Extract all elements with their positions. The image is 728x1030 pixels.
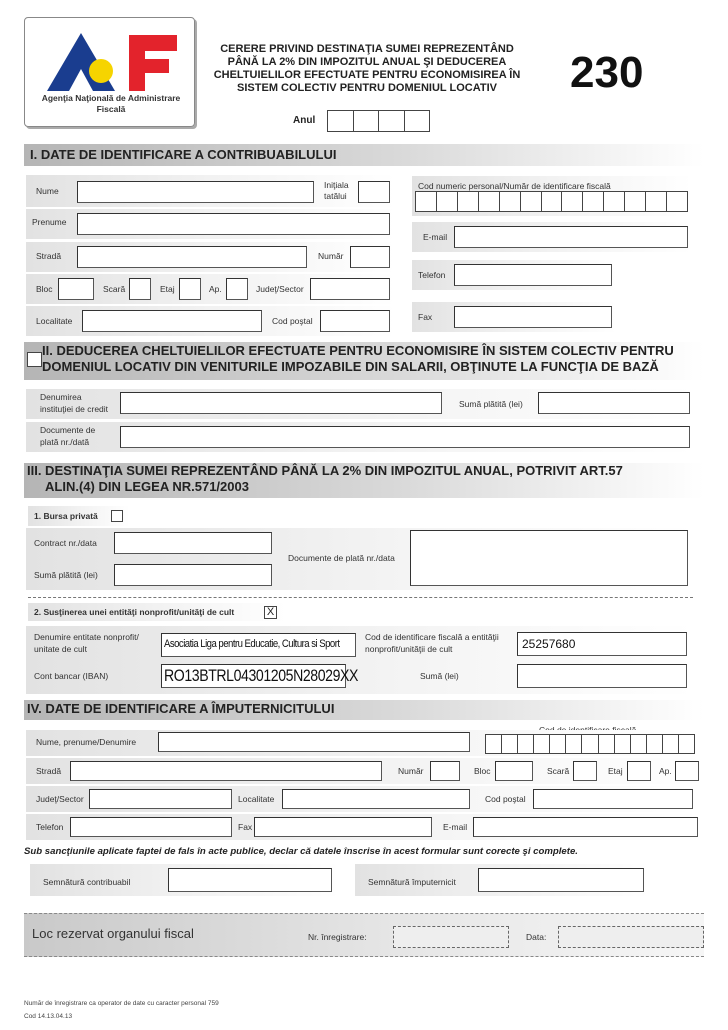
section3-title-line2: ALIN.(4) DIN LEGEA NR.571/2003 [45,478,249,494]
suma-lei-label: Sumă (lei) [420,671,459,681]
documente-label: Documente de [40,425,96,435]
sustinerea-checkbox[interactable]: X [264,606,277,619]
footer-operator: Număr de înregistrare ca operator de date cu caracter personal 759 [24,1000,219,1007]
section3-title [24,463,704,498]
scara-imputernicit-label: Scară [547,766,570,776]
numar-imputernicit-field[interactable] [430,761,460,781]
bloc-imputernicit-label: Bloc [474,766,491,776]
section2-title [24,342,704,380]
tatalui-label: tatălui [324,191,347,201]
etaj-label: Etaj [160,284,175,294]
localitate-label: Localitate [36,316,73,326]
section3-title-line1: III. DESTINAŢIA SUMEI REPREZENTÂND PÂNĂ LA 2% DIN IMPOZITUL ANUAL, POTRIVIT ART.57 [27,463,623,478]
fiscal-data-label: Data: [526,932,547,942]
judet-imputernicit-label: Judeţ/Sector [36,794,84,804]
cnp-label: Cod numeric personal/Număr de identificare fiscală [418,181,611,191]
agency-name: Agenţia Naţională de Administrare Fiscală [41,93,181,114]
iban-field[interactable] [161,664,358,688]
plata-label: plată nr./dată [40,437,90,447]
cif-entitate-value: 25257680 [522,637,576,651]
bloc-label: Bloc [36,284,53,294]
etaj-field[interactable] [179,278,201,300]
ap-field[interactable] [226,278,248,300]
nume-imputernicit-field[interactable] [158,732,470,752]
anaf-logo-icon [41,25,181,95]
section2-title-line2: DOMENIUL LOCATIV DIN VENITURILE IMPOZABILE DIN SALARII, OBŢINUTE LA FUNCŢIA DE BAZĂ [42,358,659,374]
email-imputernicit-label: E-mail [443,822,468,832]
footer-code: Cod 14.13.04.13 [24,1013,73,1020]
fiscal-loc-label: Loc rezervat organului fiscal [32,926,194,941]
nume-field[interactable] [77,181,314,203]
bursa-label: 1. Bursa privată [34,511,98,521]
fax-imputernicit-label: Fax [238,822,253,832]
suma-platita-field[interactable] [538,392,690,414]
institutie-field[interactable] [120,392,442,414]
prenume-field[interactable] [77,213,390,235]
fax-field[interactable] [454,306,612,328]
form-title-line: SISTEM COLECTIV PENTRU DOMENIUL LOCATIV [237,82,497,94]
cif-entitate-label2: nonprofit/unităţii de cult [365,644,453,654]
form-title-line: PÂNĂ LA 2% DIN IMPOZITUL ANUAL ŞI DEDUCEREA [227,56,507,68]
suma-platita3-field[interactable] [114,564,272,586]
cod-postal-imputernicit-label: Cod poştal [485,794,526,804]
numar-label: Număr [318,251,344,261]
contract-field[interactable] [114,532,272,554]
iban-label: Cont bancar (IBAN) [34,671,109,681]
cod-postal-imputernicit-field[interactable] [533,789,693,809]
ap-label: Ap. [209,284,222,294]
cif-imputernicit-field[interactable] [485,734,695,754]
numar-imputernicit-label: Număr [398,766,424,776]
etaj-imputernicit-label: Etaj [608,766,623,776]
denumire-entitate-label2: unitate de cult [34,644,87,654]
cif-entitate-label1: Cod de identificare fiscală a entităţii [365,632,499,642]
section1-title: I. DATE DE IDENTIFICARE A CONTRIBUABILULUI [24,144,704,166]
form-title [202,43,532,95]
cod-postal-field[interactable] [320,310,390,332]
sustinerea-label: 2. Susţinerea unei entităţi nonprofit/unităţi de cult [34,607,235,617]
year-label: Anul [293,115,316,126]
email-field[interactable] [454,226,688,248]
strada-imputernicit-field[interactable] [70,761,382,781]
judet-label: Judeţ/Sector [256,284,304,294]
fiscal-nr-label: Nr. înregistrare: [308,932,367,942]
semnatura-contribuabil-field[interactable] [168,868,332,892]
telefon-imputernicit-label: Telefon [36,822,64,832]
judet-imputernicit-field[interactable] [89,789,232,809]
email-label: E-mail [423,232,448,242]
fiscal-nr-field [393,926,509,948]
localitate-imputernicit-field[interactable] [282,789,470,809]
scara-label: Scară [103,284,126,294]
nume-label: Nume [36,186,59,196]
telefon-imputernicit-field[interactable] [70,817,232,837]
denumire-entitate-value: Asociatia Liga pentru Educatie, Cultura si Sport [164,638,340,650]
semnatura-contribuabil-label: Semnătură contribuabil [43,877,131,887]
section2-title-line1: II. DEDUCEREA CHELTUIELILOR EFECTUATE PENTRU ECONOMISIRE ÎN SISTEM COLECTIV PENTRU [42,343,674,358]
institutiei-label: instituţiei de credit [40,404,109,414]
etaj-imputernicit-field[interactable] [627,761,651,781]
bloc-field[interactable] [58,278,94,300]
ap-imputernicit-label: Ap. [659,766,672,776]
year-input[interactable] [327,110,430,132]
prenume-label: Prenume [32,217,67,227]
bloc-imputernicit-field[interactable] [495,761,533,781]
suma-lei-field[interactable] [517,664,687,688]
telefon-field[interactable] [454,264,612,286]
doc-plata-label: Documente de plată nr./data [288,553,395,563]
fiscal-data-field [558,926,704,948]
cod-postal-label: Cod poştal [272,316,313,326]
form-title-line: CHELTUIELILOR EFECTUATE PENTRU ECONOMISIREA ÎN [213,69,521,81]
declaration-text: Sub sancţiunile aplicate faptei de fals în acte publice, declar că datele înscrise în acest formular sunt corecte şi complete. [24,846,578,857]
bursa-checkbox[interactable] [111,510,123,522]
initiala-label: Iniţiala [324,180,349,190]
strada-label: Stradă [36,251,62,261]
cnp-field[interactable] [415,191,688,212]
denumire-entitate-field[interactable] [161,633,356,657]
judet-field[interactable] [310,278,390,300]
iban-value: RO13BTRL04301205N28029XX [164,666,358,685]
denumire-entitate-label1: Denumire entitate nonprofit/ [34,632,139,642]
scara-field[interactable] [129,278,151,300]
fax-label: Fax [418,312,433,322]
numar-field[interactable] [350,246,390,268]
strada-imputernicit-label: Stradă [36,766,62,776]
suma-platita-label: Sumă plătită (lei) [459,399,523,409]
anaf-logo-box [24,17,195,127]
documente-field[interactable] [120,426,690,448]
nume-imputernicit-label: Nume, prenume/Denumire [36,737,137,747]
strada-field[interactable] [77,246,307,268]
section2-checkbox[interactable] [27,352,42,367]
email-imputernicit-field[interactable] [473,817,698,837]
contract-label: Contract nr./data [34,538,97,548]
section4-title: IV. DATE DE IDENTIFICARE A ÎMPUTERNICITULUI [24,700,704,720]
semnatura-imputernicit-field[interactable] [478,868,644,892]
cif-entitate-field[interactable] [517,632,687,656]
divider [28,597,693,598]
suma-platita3-label: Sumă plătită (lei) [34,570,98,580]
denumirea-label: Denumirea [40,392,82,402]
localitate-imputernicit-label: Localitate [238,794,275,804]
semnatura-imputernicit-label: Semnătură împuternicit [368,877,456,887]
form-title-line: CERERE PRIVIND DESTINAŢIA SUMEI REPREZENTÂND [220,43,514,55]
form-number: 230 [570,48,644,97]
telefon-label: Telefon [418,270,446,280]
doc-plata-field[interactable] [410,530,688,586]
ap-imputernicit-field[interactable] [675,761,699,781]
scara-imputernicit-field[interactable] [573,761,597,781]
initiala-field[interactable] [358,181,390,203]
fax-imputernicit-field[interactable] [254,817,432,837]
localitate-field[interactable] [82,310,262,332]
